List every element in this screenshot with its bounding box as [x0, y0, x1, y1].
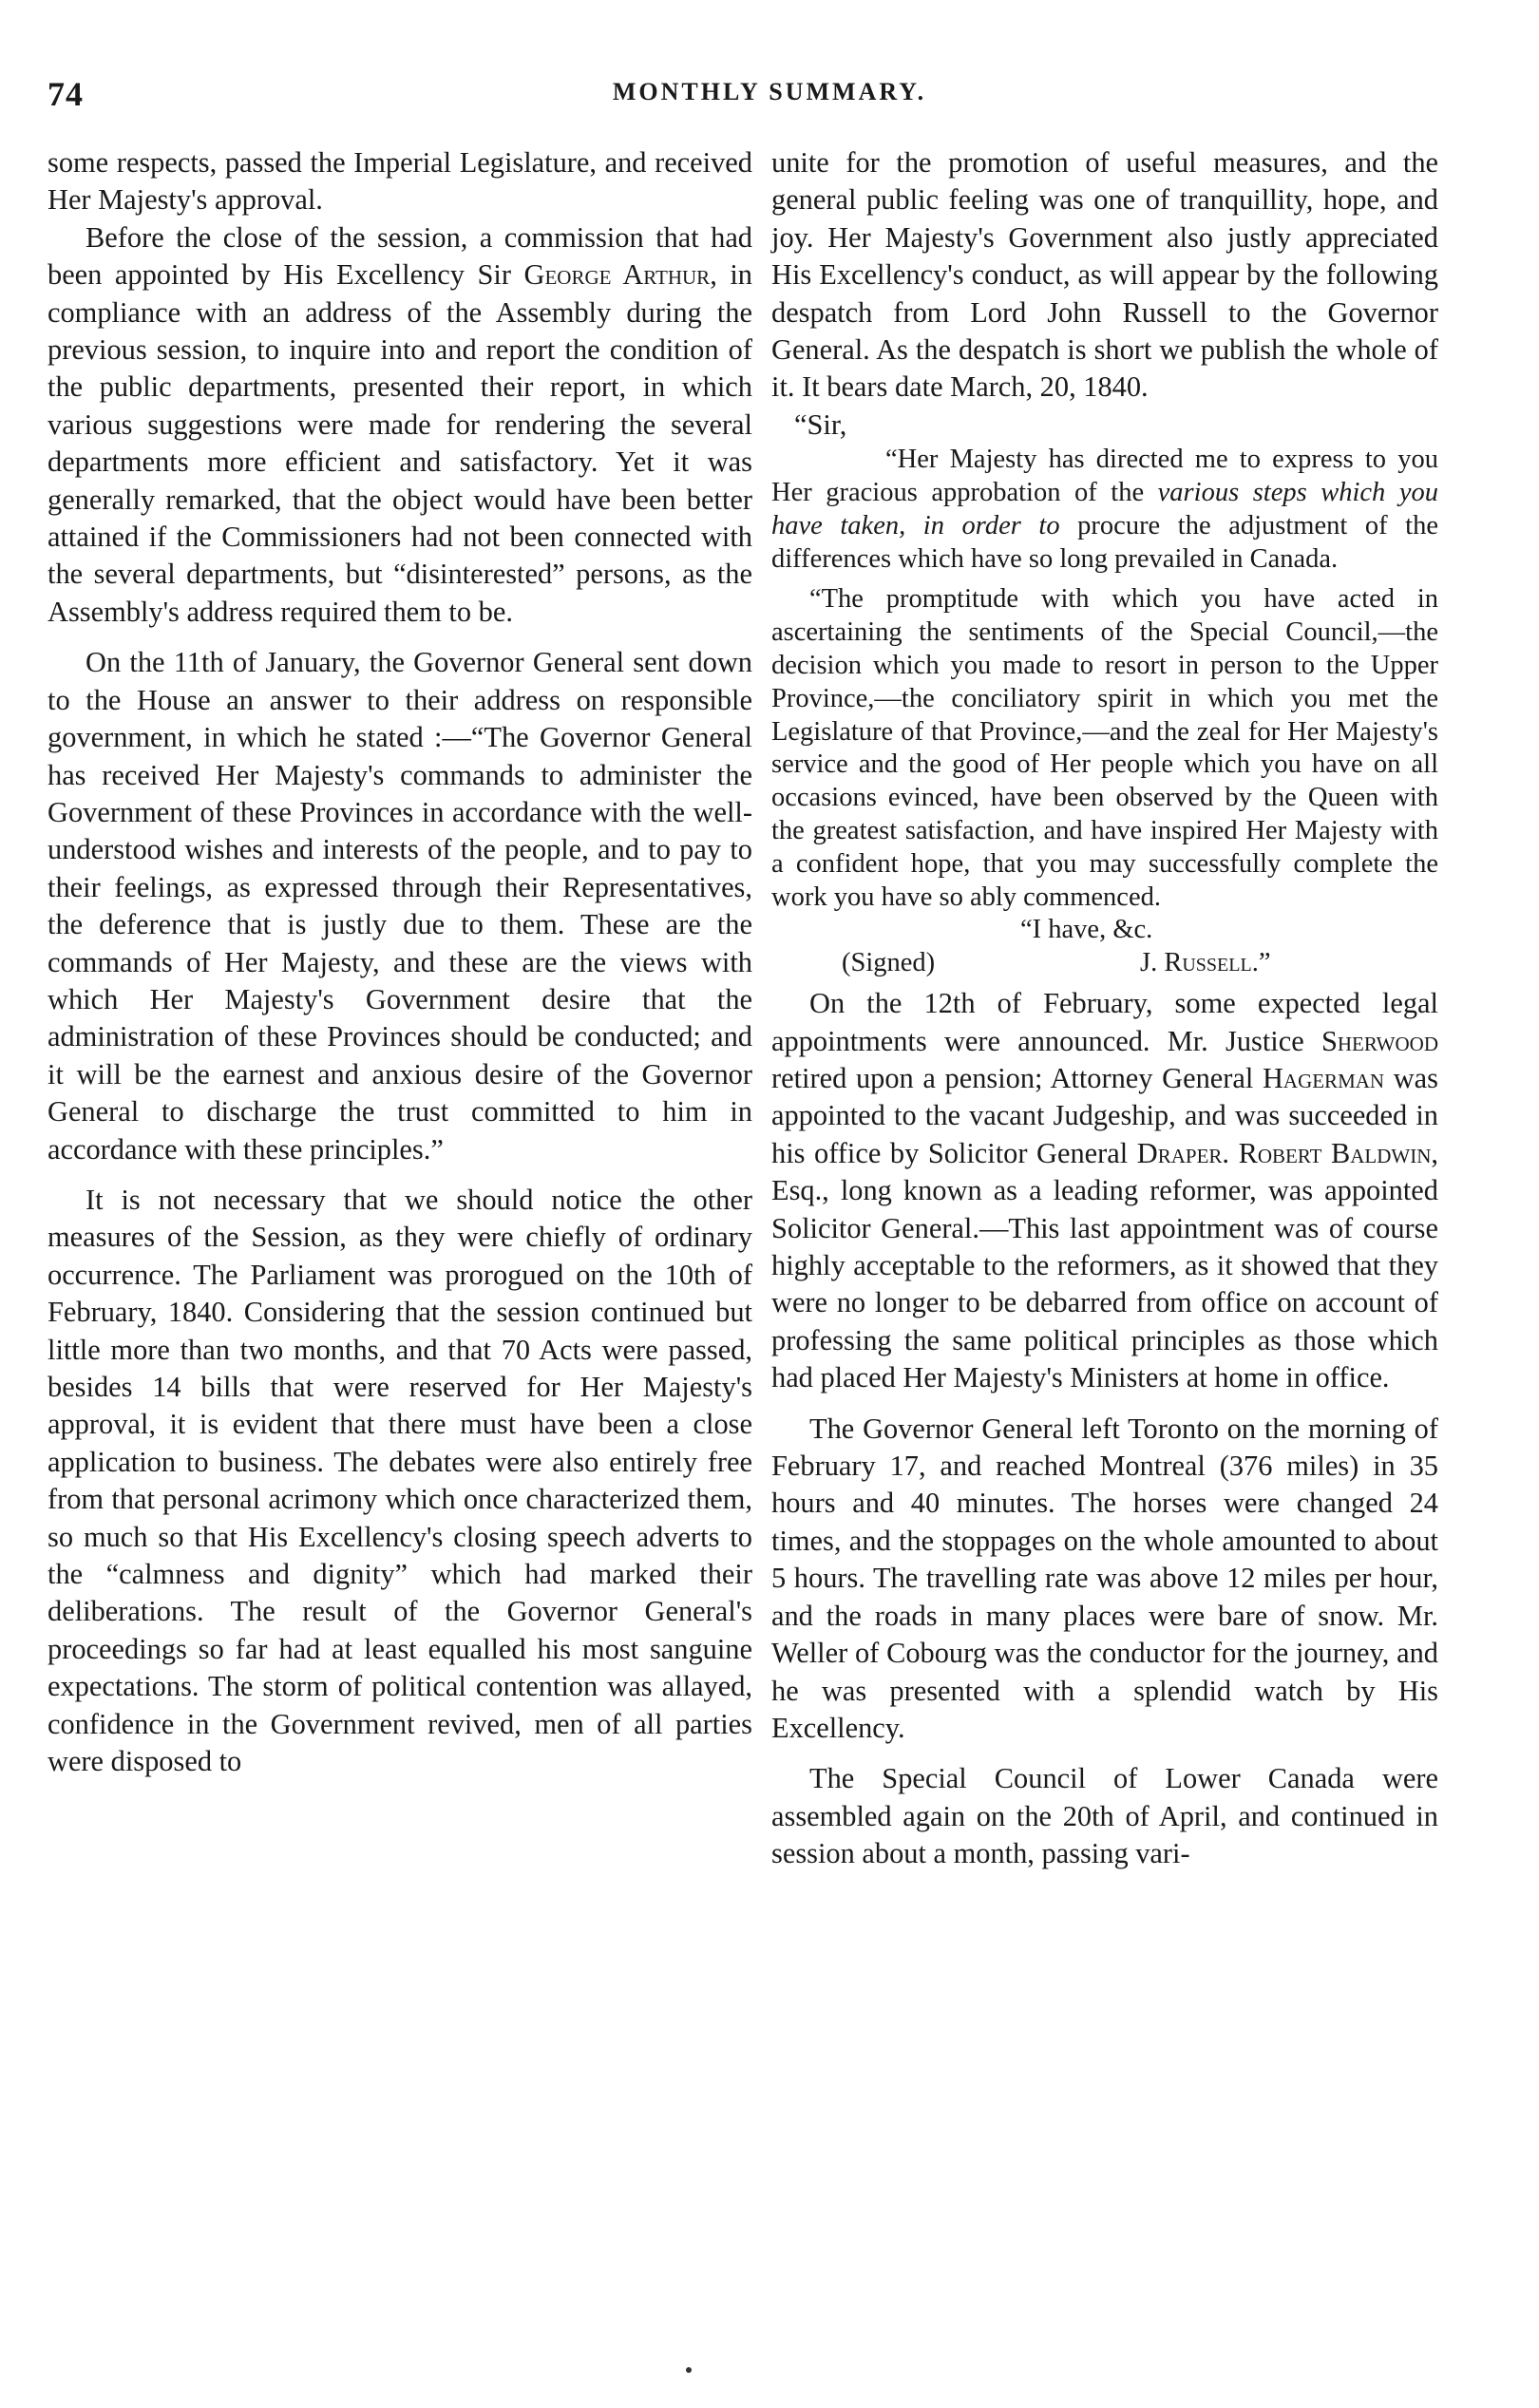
- paragraph: On the 11th of January, the Governor General sent down to the House an answer to their address on responsible government, in which he stated :—“The Governor General has received Her Majesty's commands to administer the Government of these Provinces in accordance with the well-understood wishes and interests of the people, and to pay to their feelings, as expressed through their Representatives, the deference that is justly due to them. These are the commands of Her Majesty, and these are the views with which Her Majesty's Government desire that the administration of these Provinces should be conducted; and it will be the earnest and anxious desire of the Governor General to discharge the trust committed to him in accordance with these principles.”: [48, 646, 752, 1166]
- person-name: Hagerman: [1262, 1062, 1385, 1095]
- page-number: 74: [48, 75, 84, 113]
- letter-signoff: [771, 914, 1438, 981]
- text-run: Before the close of the session, a commission that had been appointed by His Excellency Sir: [48, 220, 752, 292]
- person-name: George Arthur: [523, 258, 711, 292]
- paragraph: unite for the promotion of useful measures, and the general public feeling was one of tranquillity, hope, and joy. Her Majesty's Government also justly appreciated His Excellency's conduct, as will appear by the following despatch from Lord John Russell to the Governor General. As the despatch is short we publish the whole of it. It bears date March, 20, 1840.: [771, 146, 1438, 404]
- letter-paragraph: “The promptitude with which you have acted in ascertaining the sentiments of the Special Council,—the decision which you made to resort in person to the Upper Province,—the conciliatory spirit in which you met the Legislature of that Province,—and the zeal for Her Majesty's service and the good of Her people which you have on all occasions evinced, have been observed by the Queen with the greatest satisfaction, and have inspired Her Majesty with a confident hope, that you may successfully complete the work you have so ably commenced.: [771, 584, 1438, 912]
- paragraph: It is not necessary that we should notice the other measures of the Session, as they were chiefly of ordinary occurrence. The Parliament was prorogued on the 10th of February, 1840. Considering that the session continued but little more than two months, and that 70 Acts were passed, besides 14 bills that were reserved for Her Majesty's approval, it is evident that there must have been a close application to business. The debates were also entirely free from that personal acrimony which once characterized them, so much so that His Excellency's closing speech adverts to the “calmness and dignity” which had marked their deliberations. The result of the Governor General's proceedings so far had at least equalled his most sanguine expectations. The storm of political contention was allayed, confidence in the Government revived, men of all parties were disposed to: [48, 1183, 752, 1778]
- text-run: .: [1222, 1136, 1239, 1169]
- text-run: , in compliance with an address of the Assembly during the previous session, to inquire into and report the condition of the public departments, presented their report, in which various suggestions were made for rendering the several departments more efficient and satisfactory. Yet it was generally remarked, that the object would have been better attained if the Commissioners had not been connected with the several departments, but “disinterested” persons, as the Assembly's address required them to be.: [48, 258, 752, 628]
- running-title: MONTHLY SUMMARY.: [612, 78, 927, 105]
- person-name: Draper: [1136, 1136, 1223, 1169]
- text-run: “Her Majesty has directed me to express to you Her gracious approbation of the: [771, 445, 1438, 508]
- text-run: retired upon a pension; Attorney General: [771, 1062, 1263, 1095]
- text-run: , Esq., long known as a leading reformer, was appointed Solicitor General.—This last appointment was of course highly acceptable to the reformers, as it showed that they were no longer to be debarred from office on account of professing the same political principles as those which had placed Her Majesty's Ministers at home in office.: [771, 1136, 1438, 1394]
- footer-mark: [686, 2367, 692, 2373]
- paragraph: The Governor General left Toronto on the morning of February 17, and reached Montreal (376 miles) in 35 hours and 40 minutes. The horses were changed 24 times, and the stoppages on the whole amounted to about 5 hours. The travelling rate was above 12 miles per hour, and the roads in many places were bare of snow. Mr. Weller of Cobourg was the conductor for the journey, and he was presented with a splendid watch by His Excellency.: [771, 1412, 1438, 1744]
- text-run: procure the adjustment of the differences which have so long prevailed in Canada.: [771, 510, 1438, 574]
- signed-label: (Signed): [842, 948, 936, 978]
- signatory-name: J. Russell.”: [1140, 948, 1271, 978]
- left-column: [48, 144, 752, 1780]
- right-column: [771, 144, 1438, 1873]
- person-name: Sherwood: [1320, 1024, 1438, 1057]
- italic-run: various steps which you have taken, in order to: [771, 478, 1438, 540]
- signoff-line: “I have, &c.: [1020, 915, 1153, 945]
- paragraph: The Special Council of Lower Canada were assembled again on the 20th of April, and continued in session about a month, passing vari-: [771, 1762, 1438, 1870]
- letter-salutation: “Sir,: [794, 408, 847, 441]
- text-run: On the 12th of February, some expected legal appointments were announced. Mr. Justice: [771, 987, 1438, 1057]
- text-run: was appointed to the vacant Judgeship, and was succeeded in his office by Solicitor General: [771, 1062, 1438, 1169]
- paragraph: some respects, passed the Imperial Legislature, and received Her Majesty's approval.: [48, 146, 752, 217]
- signature-line: [771, 947, 1438, 981]
- paragraph: [48, 219, 752, 631]
- running-header: [38, 74, 1501, 122]
- paragraph: [771, 985, 1438, 1396]
- letter-paragraph: [771, 444, 1438, 576]
- person-name: Robert Baldwin: [1238, 1136, 1432, 1169]
